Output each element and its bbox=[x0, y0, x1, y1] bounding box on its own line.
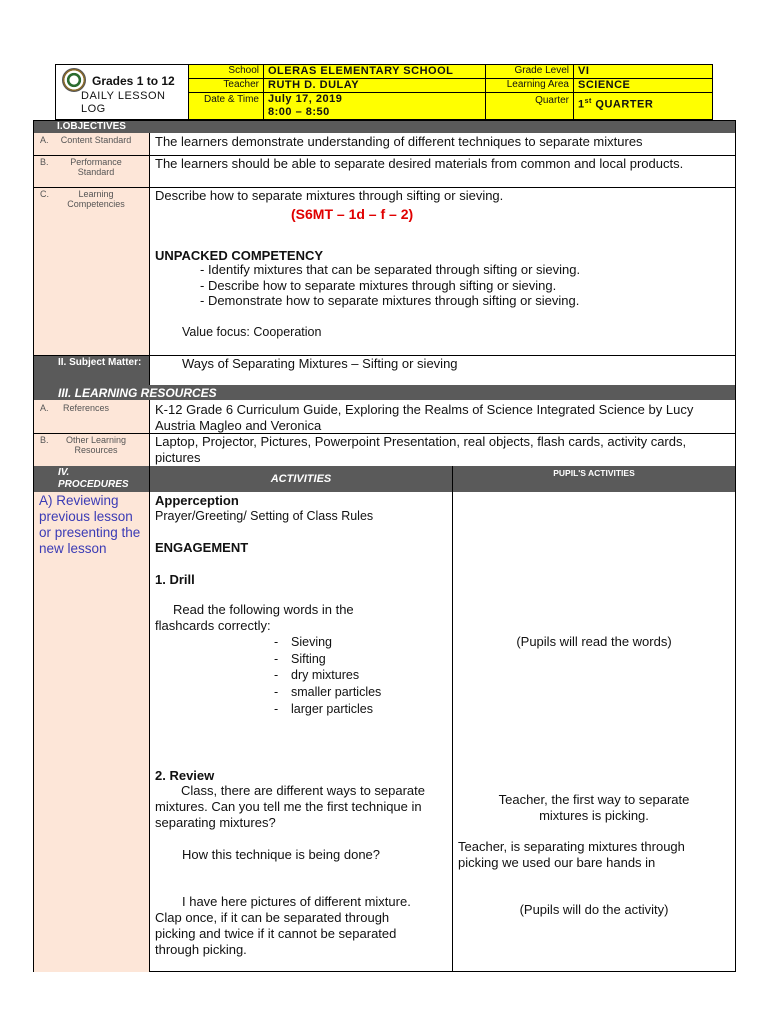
quarter-label: Quarter bbox=[486, 93, 574, 119]
divider bbox=[452, 492, 453, 972]
references-text: K-12 Grade 6 Curriculum Guide, Exploring the Realms of Science Integrated Science by Lucy Austria Magleo and Veronica bbox=[155, 402, 694, 433]
apperception-title: Apperception bbox=[155, 493, 239, 508]
area-value: SCIENCE bbox=[574, 79, 712, 93]
step-a-label: A) Reviewing previous lesson or presenting the new lesson bbox=[39, 493, 141, 556]
perf-label: Performance Standard bbox=[70, 157, 122, 177]
drill-title: 1. Drill bbox=[155, 572, 195, 587]
objectives-title: I.OBJECTIVES bbox=[57, 121, 126, 132]
unpacked-list bbox=[200, 262, 730, 309]
content-letter: A. bbox=[40, 135, 49, 145]
lesson-table bbox=[33, 120, 736, 972]
school-label: School bbox=[189, 65, 264, 79]
review-question-1: Class, there are different ways to separate mixtures. Can you tell me the first technique in separating mixtures? bbox=[155, 783, 425, 830]
pupils-read-response: (Pupils will read the words) bbox=[516, 634, 672, 649]
drill-word: - Sieving bbox=[274, 635, 332, 649]
drill-word: - Sifting bbox=[274, 651, 326, 666]
date-time-value bbox=[264, 93, 486, 119]
drill-word: - smaller particles bbox=[274, 685, 382, 700]
unpacked-item: - Demonstrate how to separate mixtures through sifting or sieving. bbox=[200, 293, 580, 308]
review-question-2: How this technique is being done? bbox=[182, 847, 381, 862]
quarter-number: 1 bbox=[578, 98, 585, 111]
teacher-value: RUTH D. DULAY bbox=[264, 79, 486, 93]
value-focus: Value focus: Cooperation bbox=[182, 325, 322, 339]
quarter-suffix: st bbox=[584, 98, 592, 105]
prayer-text: Prayer/Greeting/ Setting of Class Rules bbox=[155, 509, 374, 523]
drill-word: - larger particles bbox=[274, 701, 373, 716]
comp-label: Learning Competencies bbox=[67, 189, 125, 209]
divider bbox=[149, 133, 150, 355]
competency-text: Describe how to separate mixtures through sifting or sieving. bbox=[155, 188, 504, 203]
subject-matter-text: Ways of Separating Mixtures – Sifting or sieving bbox=[182, 356, 458, 371]
engagement-title: ENGAGEMENT bbox=[155, 540, 249, 555]
competency-code: (S6MT – 1d – f – 2) bbox=[291, 206, 414, 222]
logo-subtitle: DAILY LESSON LOG bbox=[81, 90, 166, 115]
unpacked-item: - Identify mixtures that can be separated through sifting or sieving. bbox=[200, 262, 581, 277]
teacher-label: Teacher bbox=[189, 79, 264, 93]
ref-label: References bbox=[62, 403, 110, 413]
unpacked-item: - Describe how to separate mixtures through sifting or sieving. bbox=[200, 277, 557, 293]
area-label: Learning Area bbox=[486, 79, 574, 93]
objectives-bar bbox=[34, 121, 735, 133]
competencies-label bbox=[40, 189, 148, 209]
drill-word-list bbox=[274, 634, 381, 718]
procedures-label: IV. PROCEDURES bbox=[58, 467, 129, 490]
subject-matter-label: II. Subject Matter: bbox=[58, 357, 142, 368]
pupil-answer-1: Teacher, the first way to separate mixtures is picking. bbox=[498, 792, 690, 823]
pupils-activities-header: PUPIL'S ACTIVITIES bbox=[453, 466, 735, 492]
logo-cell bbox=[56, 65, 189, 119]
content-standard-text: The learners demonstrate understanding of different techniques to separate mixtures bbox=[155, 134, 643, 149]
quarter-value bbox=[574, 93, 712, 119]
review-title: 2. Review bbox=[155, 768, 215, 783]
drill-word: - dry mixtures bbox=[274, 668, 360, 683]
activities-header: ACTIVITIES bbox=[150, 466, 452, 492]
logo-title: Grades 1 to 12 bbox=[92, 74, 175, 88]
pupil-answer-2: Teacher, is separating mixtures through picking we used our bare hands in bbox=[458, 839, 685, 870]
other-resources-label bbox=[40, 435, 148, 455]
resources-title: III. LEARNING RESOURCES bbox=[58, 386, 217, 400]
school-value: OLERAS ELEMENTARY SCHOOL bbox=[264, 65, 486, 79]
perf-letter: B. bbox=[40, 157, 49, 167]
other-resources-text: Laptop, Projector, Pictures, Powerpoint Presentation, real objects, flash cards, activity cards, pictures bbox=[155, 434, 687, 465]
resources-bar bbox=[34, 385, 735, 400]
divider bbox=[149, 492, 150, 972]
date-value: July 17, 2019 bbox=[268, 93, 343, 105]
drill-intro: Read the following words in the flashcards correctly: bbox=[155, 602, 354, 633]
grade-label: Grade Level bbox=[486, 65, 574, 79]
other-label: Other Learning Resources bbox=[65, 435, 127, 455]
content-label: Content Standard bbox=[60, 135, 132, 145]
deped-seal-icon bbox=[62, 68, 86, 92]
ref-letter: A. bbox=[40, 403, 49, 413]
quarter-word: QUARTER bbox=[595, 98, 654, 111]
comp-letter: C. bbox=[40, 189, 49, 199]
performance-standard-text: The learners should be able to separate desired materials from common and local products. bbox=[155, 156, 684, 171]
divider bbox=[149, 356, 150, 385]
header-table bbox=[55, 64, 713, 120]
grade-value: VI bbox=[574, 65, 712, 79]
pupil-activity-response: (Pupils will do the activity) bbox=[519, 902, 669, 917]
review-question-3: I have here pictures of different mixture. Clap once, if it can be separated through picking and twice if it cannot be separated through picking. bbox=[155, 894, 411, 957]
date-label: Date & Time bbox=[189, 93, 264, 119]
performance-standard-label bbox=[40, 157, 148, 177]
other-letter: B. bbox=[40, 435, 49, 445]
content-standard-label bbox=[40, 135, 148, 145]
references-label bbox=[40, 403, 148, 413]
time-value: 8:00 – 8:50 bbox=[268, 106, 330, 118]
subject-matter-cell bbox=[34, 356, 149, 385]
procedures-left-column bbox=[34, 492, 149, 972]
unpacked-title: UNPACKED COMPETENCY bbox=[155, 248, 324, 263]
